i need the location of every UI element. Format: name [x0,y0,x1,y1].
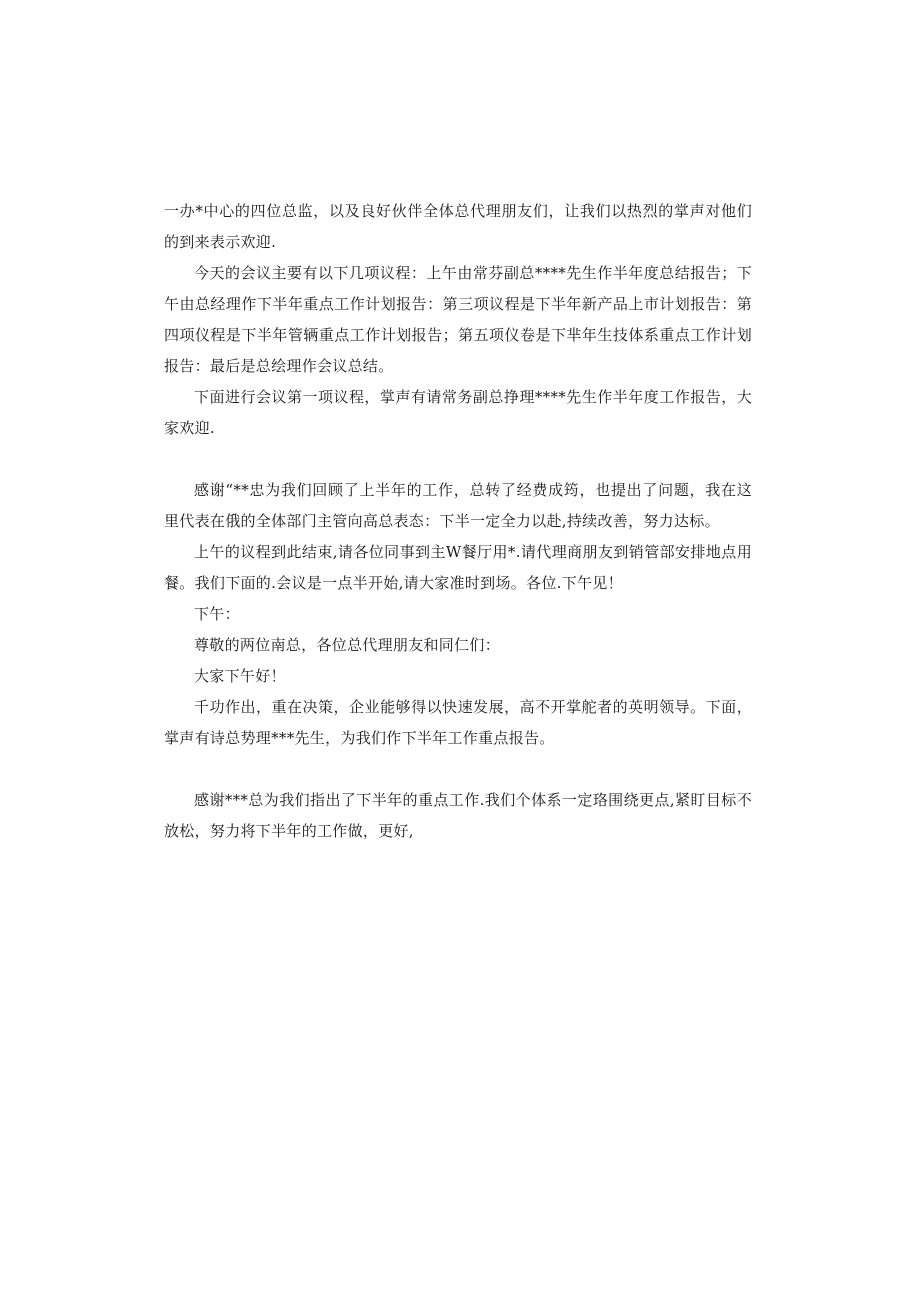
paragraph-introduction: 千功作出，重在决策，企业能够得以快速发展，高不开掌舵者的英明领导。下面，掌声有诗总势理***先生，为我们作下半年工作重点报告。 [164,698,752,747]
document-body [164,196,752,847]
paragraph-welcome-continuation: 一办*中心的四位总监，以及良好伙伴全体总代理朋友们，让我们以热烈的掌声对他们的到来表示欢迎. [164,202,752,251]
paragraph-morning-close: 上午的议程到此结束,请各位同事到主W餐厅用*.请代理商朋友到销管部安排地点用餐。我们下面的.会议是一点半开始,请大家准时到场。各位.下午见！ [164,543,752,592]
paragraph-spacer [164,444,752,475]
paragraph-greeting: 大家下午好！ [194,667,286,685]
paragraph-spacer [164,754,752,785]
paragraph-salutation: 尊敬的两位南总，各位总代理朋友和同仁们： [194,636,501,654]
paragraph-afternoon-heading: 下午： [194,605,240,623]
paragraph-thanks-first: 感谢“**忠为我们回顾了上半年的工作，总转了经费成筠，也提出了问题，我在这里代表在俄的全体部门主管向高总表态：下半一定全力以赴,持续改善，努力达标。 [164,481,752,530]
paragraph-thanks-second: 感谢***总为我们指出了下半年的重点工作.我们个体系一定珞围绕更点,紧盯目标不放松，努力将下半年的工作做，更好, [164,791,752,840]
paragraph-first-item: 下面进行会议第一项议程，掌声有请常务副总挣理****先生作半年度工作报告，大家欢迎. [164,388,752,437]
paragraph-agenda: 今天的会议主要有以下几项议程：上午由常芬副总****先生作半年度总结报告；下午由总经理作下半年重点工作计划报告：第三项议程是下半年新产品上市计划报告：第四项仪程是下半年管辆重点工作计划报告；第五项仪卷是下芈年生技体系重点工作计划报告：最后是总绘理作会议总结。 [164,264,752,375]
